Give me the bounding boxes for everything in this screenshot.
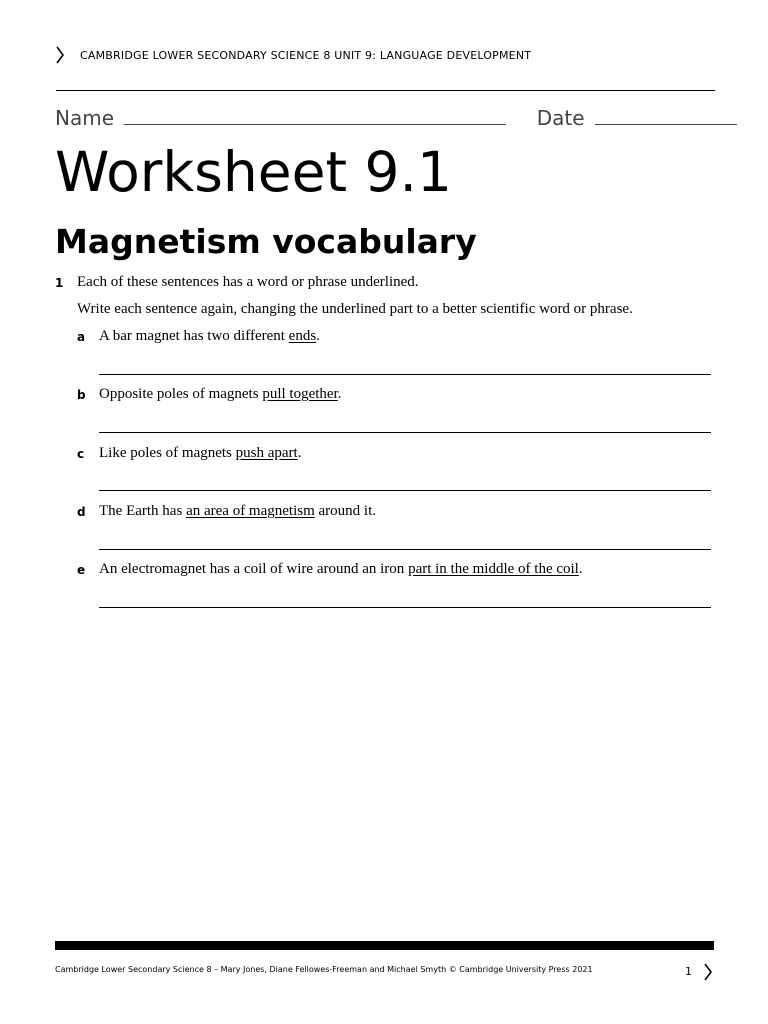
item-sentence	[99, 386, 341, 403]
item-letter: c	[77, 447, 85, 461]
underlined-phrase: an area of magnetism	[186, 503, 315, 519]
sentence-text: A bar magnet has two different	[99, 328, 289, 344]
running-header: CAMBRIDGE LOWER SECONDARY SCIENCE 8 UNIT 9: LANGUAGE DEVELOPMENT	[80, 49, 532, 62]
answer-line[interactable]	[99, 432, 711, 433]
date-label: Date	[536, 106, 585, 130]
page-title: Worksheet 9.1	[55, 140, 452, 204]
item-letter: e	[77, 563, 86, 577]
date-field[interactable]	[595, 104, 737, 125]
name-date-row	[55, 104, 737, 130]
underlined-phrase: pull together	[262, 386, 338, 402]
name-field[interactable]	[124, 104, 506, 125]
sentence-text: Like poles of magnets	[99, 445, 236, 461]
underlined-phrase: push apart	[235, 445, 298, 461]
item-sentence	[99, 445, 301, 462]
header-rule	[56, 90, 715, 91]
item-letter: a	[77, 330, 86, 344]
underlined-phrase: part in the middle of the coil	[408, 561, 579, 577]
page-number: 1	[685, 965, 692, 978]
answer-line[interactable]	[99, 549, 711, 550]
question-instruction-2: Write each sentence again, changing the underlined part to a better scientific word or phrase.	[77, 301, 633, 317]
sentence-text: around it.	[314, 503, 377, 519]
item-letter: b	[77, 388, 86, 402]
sentence-text: The Earth has	[99, 503, 187, 519]
sentence-text: Opposite poles of magnets	[99, 386, 263, 402]
sentence-text: An electromagnet has a coil of wire around an iron	[99, 561, 409, 577]
sentence-text: .	[316, 328, 320, 344]
question-instruction-1: Each of these sentences has a word or phrase underlined.	[77, 274, 419, 290]
answer-line[interactable]	[99, 607, 711, 608]
item-sentence	[99, 503, 376, 520]
underlined-phrase: ends	[288, 328, 317, 344]
question-number: 1	[55, 276, 64, 290]
answer-line[interactable]	[99, 374, 711, 375]
sentence-text: .	[337, 386, 342, 402]
chevron-right-icon[interactable]	[703, 963, 713, 986]
name-label: Name	[55, 106, 115, 130]
section-title: Magnetism vocabulary	[55, 222, 477, 261]
sentence-text: .	[578, 561, 583, 577]
chevron-right-icon	[55, 46, 65, 69]
answer-line[interactable]	[99, 490, 711, 491]
footer-bar	[55, 941, 714, 950]
item-sentence	[99, 328, 320, 345]
item-letter: d	[77, 505, 86, 519]
footer-copyright: Cambridge Lower Secondary Science 8 – Mary Jones, Diane Fellowes-Freeman and Michael Smyth © Cambridge University Press 2021	[55, 965, 593, 974]
sentence-text: .	[297, 445, 302, 461]
item-sentence	[99, 561, 583, 578]
